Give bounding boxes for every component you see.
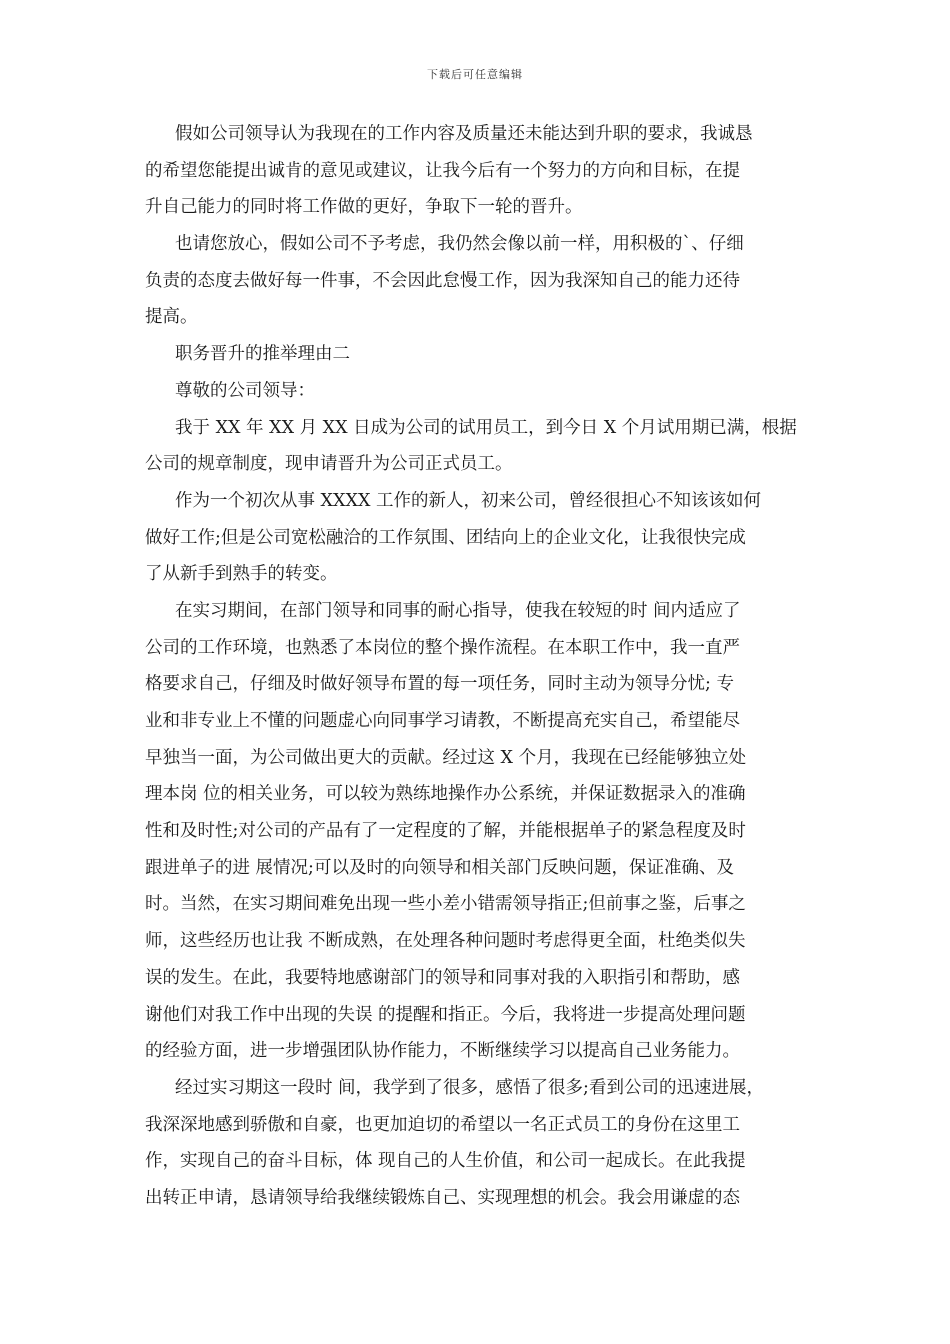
text-line: 时。当然，在实习期间难免出现一些小差小错需领导指正;但前事之鉴，后事之 — [145, 894, 746, 915]
text-line: 早独当一面，为公司做出更大的贡献。经过这 X 个月，我现在已经能够独立处 — [145, 747, 747, 768]
text-line: 跟进单子的进 展情况;可以及时的向领导和相关部门反映问题，保证准确、及 — [145, 857, 734, 878]
text-line: 格要求自己，仔细及时做好领导布置的每一项任务，同时主动为领导分忧; 专 — [145, 674, 734, 695]
text-line: 也请您放心，假如公司不予考虑，我仍然会像以前一样，用积极的`、仔细 — [175, 234, 744, 255]
text-line: 公司的工作环境，也熟悉了本岗位的整个操作流程。在本职工作中，我一直严 — [145, 637, 740, 658]
text-line: 业和非专业上不懂的问题虚心向同事学习请教，不断提高充实自己，希望能尽 — [145, 711, 740, 731]
text-line: 提高。 — [145, 307, 198, 328]
text-line: 理本岗 位的相关业务，可以较为熟练地操作办公系统，并保证数据录入的准确 — [145, 784, 746, 805]
text-line: 升自己能力的同时将工作做的更好，争取下一轮的晋升。 — [145, 197, 583, 218]
text-line: 我深深地感到骄傲和自豪，也更加迫切的希望以一名正式员工的身份在这里工 — [145, 1114, 740, 1135]
text-line: 在实习期间，在部门领导和同事的耐心指导，使我在较短的时 间内适应了 — [175, 600, 741, 621]
text-line: 性和及时性;对公司的产品有了一定程度的了解，并能根据单子的紧急程度及时 — [145, 821, 746, 842]
text-line: 师，这些经历也让我 不断成熟，在处理各种问题时考虑得更全面，杜绝类似失 — [145, 931, 746, 952]
page-header: 下载后可任意编辑 — [427, 68, 523, 81]
text-line: 了从新手到熟手的转变。 — [145, 564, 338, 585]
text-line: 谢他们对我工作中出现的失误 的提醒和指正。今后，我将进一步提高处理问题 — [145, 1004, 746, 1025]
text-line: 假如公司领导认为我现在的工作内容及质量还未能达到升职的要求，我诚恳 — [175, 124, 753, 144]
text-line: 误的发生。在此，我要特地感谢部门的领导和同事对我的入职指引和帮助，感 — [145, 967, 740, 988]
text-line: 出转正申请，恳请领导给我继续锻炼自己、实现理想的机会。我会用谦虚的态 — [145, 1187, 740, 1208]
document-body — [145, 116, 808, 1217]
text-line: 尊敬的公司领导： — [175, 380, 315, 401]
text-line: 负责的态度去做好每一件事，不会因此怠慢工作，因为我深知自己的能力还待 — [145, 270, 740, 291]
text-line: 做好工作;但是公司宽松融洽的工作氛围、团结向上的企业文化，让我很快完成 — [145, 527, 746, 548]
text-line: 公司的规章制度，现申请晋升为公司正式员工。 — [145, 454, 513, 475]
text-line: 职务晋升的推举理由二 — [175, 344, 350, 365]
text-line: 作为一个初次从事 XXXX 工作的新人，初来公司，曾经很担心不知该该如何 — [175, 490, 761, 511]
text-line: 的经验方面，进一步增强团队协作能力，不断继续学习以提高自己业务能力。 — [145, 1041, 740, 1062]
text-line: 经过实习期这一段时 间，我学到了很多，感悟了很多;看到公司的迅速进展， — [175, 1077, 764, 1098]
text-line: 的希望您能提出诚肯的意见或建议，让我今后有一个努力的方向和目标，在提 — [145, 160, 740, 181]
text-line: 作，实现自己的奋斗目标，体 现自己的人生价值，和公司一起成长。在此我提 — [145, 1151, 746, 1172]
text-line: 我于 XX 年 XX 月 XX 日成为公司的试用员工，到今日 X 个月试用期已满，根据 — [175, 417, 797, 438]
